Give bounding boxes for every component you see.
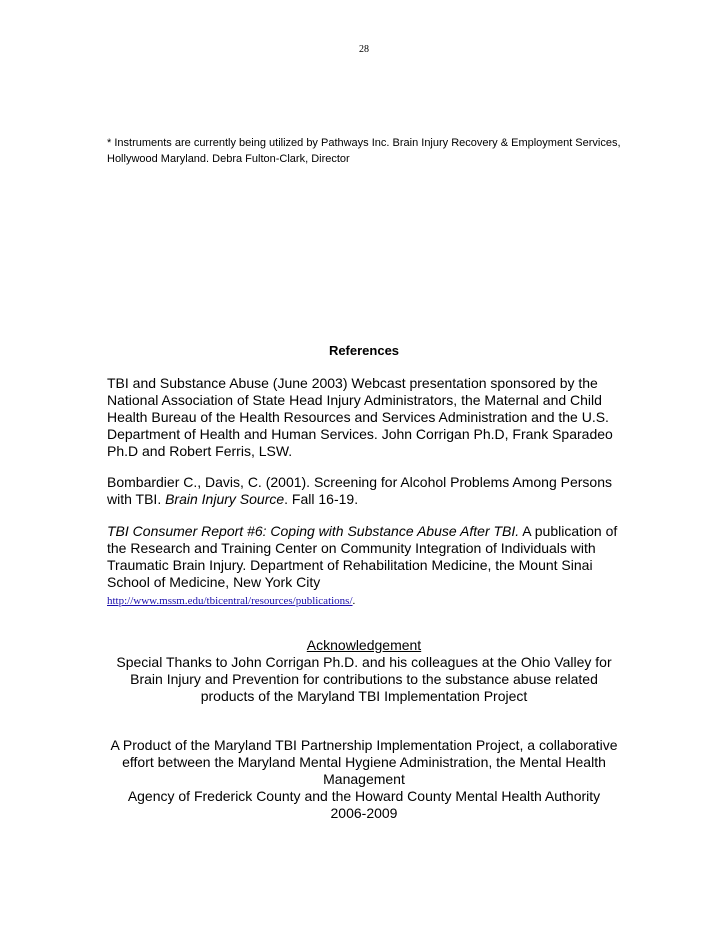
reference-body: A publication of the Research and Training Center on Community Integration of Individuals with Traumatic Brain Injury. Department of Rehabilitation Medicine, the Mount Sinai School of Medicine, New York City [107,523,618,590]
reference-title: TBI Consumer Report #6: Coping with Substance Abuse After TBI. [107,523,520,539]
product-years: 2006-2009 [330,805,398,821]
product-statement-line: Agency of Frederick County and the Howard County Mental Health Authority [127,788,601,804]
reference-item [107,523,627,610]
reference-item [107,474,627,508]
product-statement-line: A Product of the Maryland TBI Partnership Implementation Project, a collaborative effort between the Maryland Mental Hygiene Administration, the Mental Health Management [110,737,618,787]
reference-link-tail: . [352,595,356,607]
footnote: * Instruments are currently being utilized by Pathways Inc. Brain Injury Recovery & Employment Services, Hollywood Maryland. Debra Fulton-Clark, Director [107,137,621,165]
references-heading: References [328,343,400,358]
reference-item: TBI and Substance Abuse (June 2003) Webcast presentation sponsored by the National Association of State Head Injury Administrators, the Maternal and Child Health Bureau of the Health Resources and Services Administration and the U.S. Department of Health and Human Services. John Corrigan Ph.D, Frank Sparadeo Ph.D and Robert Ferris, LSW. [107,375,613,459]
acknowledgement-body: Special Thanks to John Corrigan Ph.D. and his colleagues at the Ohio Valley for Brain Injury and Prevention for contributions to the substance abuse related products of the Maryland TBI Implementation Project [116,654,612,704]
reference-authors: Bombardier C., Davis, C. (2001). Screening for Alcohol Problems Among Persons with TBI. [107,474,613,507]
page-number: 28 [359,44,369,55]
reference-source: Brain Injury Source [165,491,285,507]
reference-link[interactable]: http://www.mssm.edu/tbicentral/resources/publications/ [107,595,353,607]
acknowledgement-heading: Acknowledgement [306,637,422,653]
reference-tail: . Fall 16-19. [284,491,359,507]
product-statement [108,737,620,822]
